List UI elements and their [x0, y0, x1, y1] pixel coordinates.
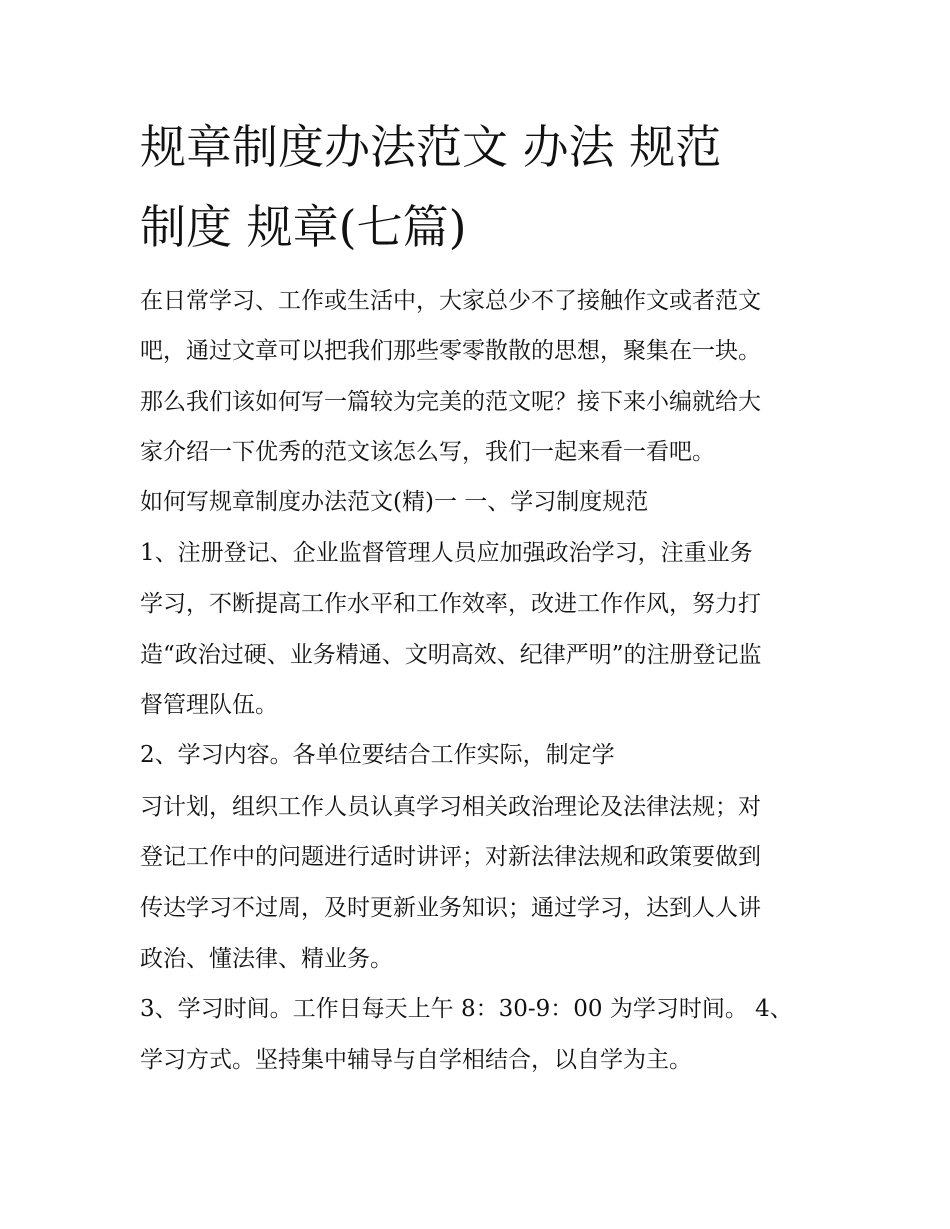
body-line-15: 3、学习时间。工作日每天上午 8：30-9：00 为学习时间。 4、: [140, 996, 793, 1022]
body-line-12: 登记工作中的问题进行适时讲评；对新法律法规和政策要做到: [140, 844, 761, 870]
body-line-2: 吧，通过文章可以把我们那些零零散散的思想，聚集在一块。: [140, 338, 761, 364]
document-title-line-1: 规章制度办法范文 办法 规范: [140, 120, 722, 174]
body-line-8: 造“政治过硬、业务精通、文明高效、纪律严明”的注册登记监: [140, 642, 762, 668]
body-line-9: 督管理队伍。: [140, 692, 278, 718]
body-line-3: 那么我们该如何写一篇较为完美的范文呢？接下来小编就给大: [140, 389, 761, 415]
body-line-16: 学习方式。坚持集中辅导与自学相结合，以自学为主。: [140, 1047, 692, 1073]
body-line-4: 家介绍一下优秀的范文该怎么写，我们一起来看一看吧。: [140, 439, 715, 465]
body-line-6: 1、注册登记、企业监督管理人员应加强政治学习，注重业务: [140, 540, 753, 566]
body-line-11: 习计划，组织工作人员认真学习相关政治理论及法律法规；对: [140, 794, 761, 820]
body-line-10: 2、学习内容。各单位要结合工作实际，制定学: [140, 742, 615, 768]
section-heading: 如何写规章制度办法范文(精)一 一、学习制度规范: [140, 489, 649, 515]
body-line-1: 在日常学习、工作或生活中，大家总少不了接触作文或者范文: [140, 288, 761, 314]
body-line-13: 传达学习不过周，及时更新业务知识；通过学习，达到人人讲: [140, 895, 761, 921]
body-line-7: 学习，不断提高工作水平和工作效率，改进工作作风，努力打: [140, 591, 761, 617]
body-line-14: 政治、懂法律、精业务。: [140, 946, 393, 972]
document-title-line-2: 制度 规章(七篇): [140, 200, 467, 254]
